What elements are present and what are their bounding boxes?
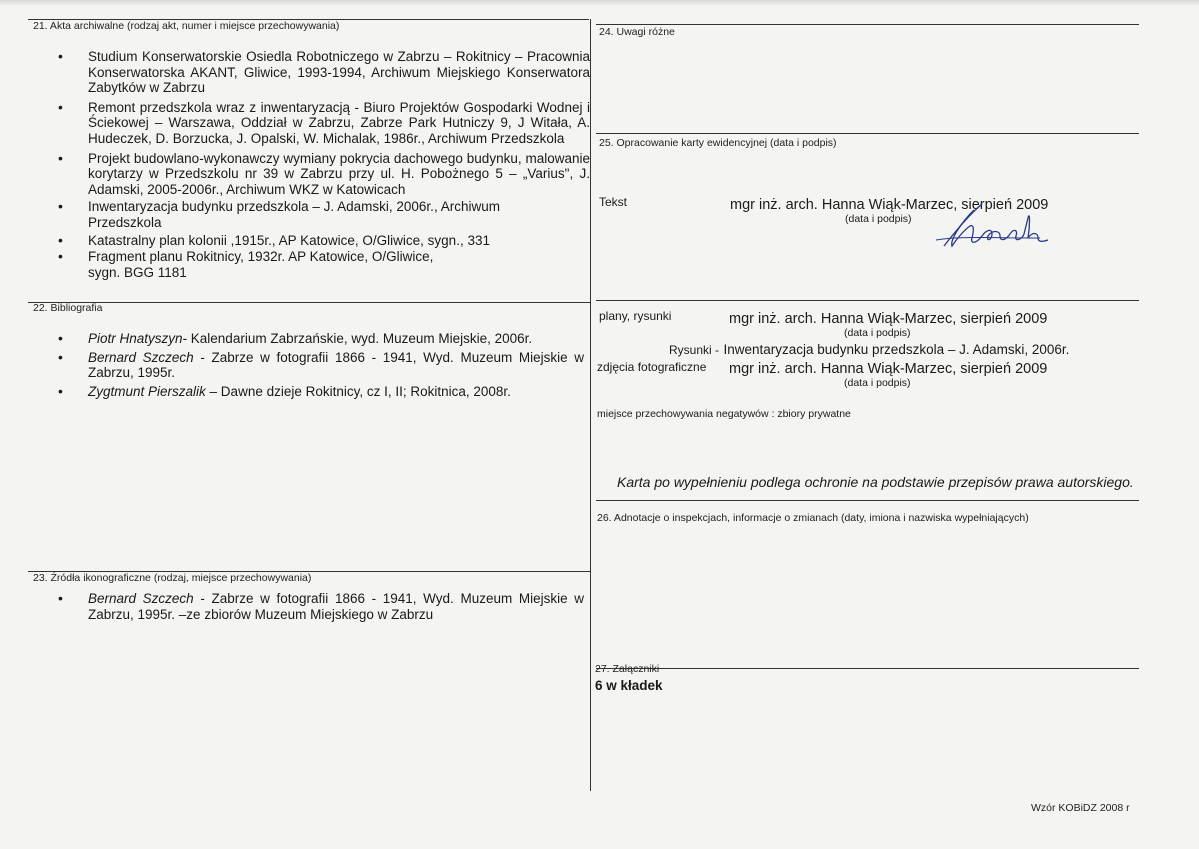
rule-25b xyxy=(596,300,1139,301)
form-template-label: Wzór KOBiDZ 2008 r xyxy=(1031,802,1130,814)
signature-image xyxy=(930,200,1070,256)
scan-edge xyxy=(0,0,1199,6)
negatywy-line xyxy=(597,408,851,420)
list-item: • Inwentaryzacja budynku przedszkola – J. Adamski, 2006r., Archiwum Przedszkola xyxy=(88,199,590,230)
rule-22 xyxy=(28,302,590,303)
section-22-label: 22. Bibliografia xyxy=(33,302,103,314)
zdjecia-value: mgr inż. arch. Hanna Wiąk-Marzec, sierpień 2009 xyxy=(729,361,1048,377)
rysunki-label: Rysunki - xyxy=(669,343,720,357)
list-item xyxy=(88,591,590,622)
rule-27 xyxy=(596,668,1139,669)
section-21-list xyxy=(88,49,590,280)
list-item xyxy=(88,331,590,347)
section-23-list xyxy=(88,591,590,622)
plany-label: plany, rysunki xyxy=(599,309,672,323)
zdjecia-data-podpis: (data i podpis) xyxy=(844,377,911,389)
list-item: • Studium Konserwatorskie Osiedla Robotniczego w Zabrzu – Rokitnicy – Pracownia Konserwatorska AKANT, Gliwice, 1993-1994, Archiwum Miejskiego Konserwatora Zabytków w Zabrzu xyxy=(88,49,590,96)
section-24-label: 24. Uwagi różne xyxy=(599,26,675,38)
rysunki-value: Inwentaryzacja budynku przedszkola – J. Adamski, 2006r. xyxy=(723,342,1070,357)
section-25-label: 25. Opracowanie karty ewidencyjnej (data i podpis) xyxy=(599,137,837,149)
copyright-note: Karta po wypełnieniu podlega ochronie na podstawie przepisów prawa autorskiego. xyxy=(617,474,1134,490)
list-item: • Katastralny plan kolonii ,1915r., AP Katowice, O/Gliwice, sygn., 331 xyxy=(88,233,590,249)
negatywy-label: miejsce przechowywania negatywów : xyxy=(597,408,775,420)
section-21-label: 21. Akta archiwalne (rodzaj akt, numer i miejsce przechowywania) xyxy=(33,20,340,32)
author: Bernard Szczech xyxy=(88,591,194,606)
list-item: • Projekt budowlano-wykonawczy wymiany pokrycia dachowego budynku, malowanie korytarzy w Przedszkolu nr 39 w Zabrzu przy ul. H. Pobożnego 5 – „Varius", J. Adamski, 2005-2006r., Archiwum WKZ w Katowicach xyxy=(88,151,590,198)
list-item: • Fragment planu Rokitnicy, 1932r. AP Katowice, O/Gliwice, sygn. BGG 1181 xyxy=(88,249,590,280)
list-item xyxy=(88,384,590,400)
section-22-list xyxy=(88,331,590,399)
citation: – Dawne dzieje Rokitnicy, cz I, II; Rokitnica, 2008r. xyxy=(205,383,511,399)
list-item xyxy=(88,350,590,381)
author: Piotr Hnatyszyn- xyxy=(88,331,188,346)
plany-value: mgr inż. arch. Hanna Wiąk-Marzec, sierpień 2009 xyxy=(729,311,1048,327)
rule-25 xyxy=(596,133,1139,134)
citation: Kalendarium Zabrzańskie, wyd. Muzeum Miejskie, 2006r. xyxy=(187,331,533,346)
rule-26 xyxy=(596,500,1139,501)
citation: - Zabrze w fotografii 1866 - 1941, Wyd. Muzeum Miejskie w Zabrzu, 1995r. xyxy=(88,349,585,381)
tekst-label: Tekst xyxy=(599,195,628,209)
section-23-label: 23. Źródła ikonograficzne (rodzaj, miejsce przechowywania) xyxy=(33,572,312,584)
rysunki-line xyxy=(669,341,1069,359)
negatywy-value: zbiory prywatne xyxy=(777,408,851,420)
author: Zygtmunt Pierszalik xyxy=(88,383,206,399)
section-26-label: 26. Adnotacje o inspekcjach, informacje o zmianach (daty, imiona i nazwiska wypełniających) xyxy=(597,512,1029,524)
list-item: • Remont przedszkola wraz z inwentaryzacją - Biuro Projektów Gospodarki Wodnej i Ściekowej – Warszawa, Oddział w Zabrzu, Zabrze Park Hutniczy 9, J Witała, A. Hudeczek, D. Borzucka, J. Opalski, W. Michalak, 1986r., Archiwum Przedszkola xyxy=(88,100,590,147)
author: Bernard Szczech xyxy=(88,349,194,365)
citation: - Zabrze w fotografii 1866 - 1941, Wyd. Muzeum Miejskie w Zabrzu, 1995r. –ze zbiorów Muzeum Miejskiego w Zabrzu xyxy=(88,591,585,622)
section-27-label: 27. Załączniki xyxy=(595,663,660,675)
tekst-data-podpis: (data i podpis) xyxy=(845,213,912,225)
tekst-value: mgr inż. arch. Hanna Wiąk-Marzec, sierpień 2009 xyxy=(730,197,1049,213)
zdjecia-label: zdjęcia fotograficzne xyxy=(597,360,707,374)
rule-top-right xyxy=(596,24,1139,25)
plany-data-podpis: (data i podpis) xyxy=(844,327,911,339)
attachments-value: 6 w kładek xyxy=(595,678,663,693)
divider-vertical xyxy=(590,19,591,791)
